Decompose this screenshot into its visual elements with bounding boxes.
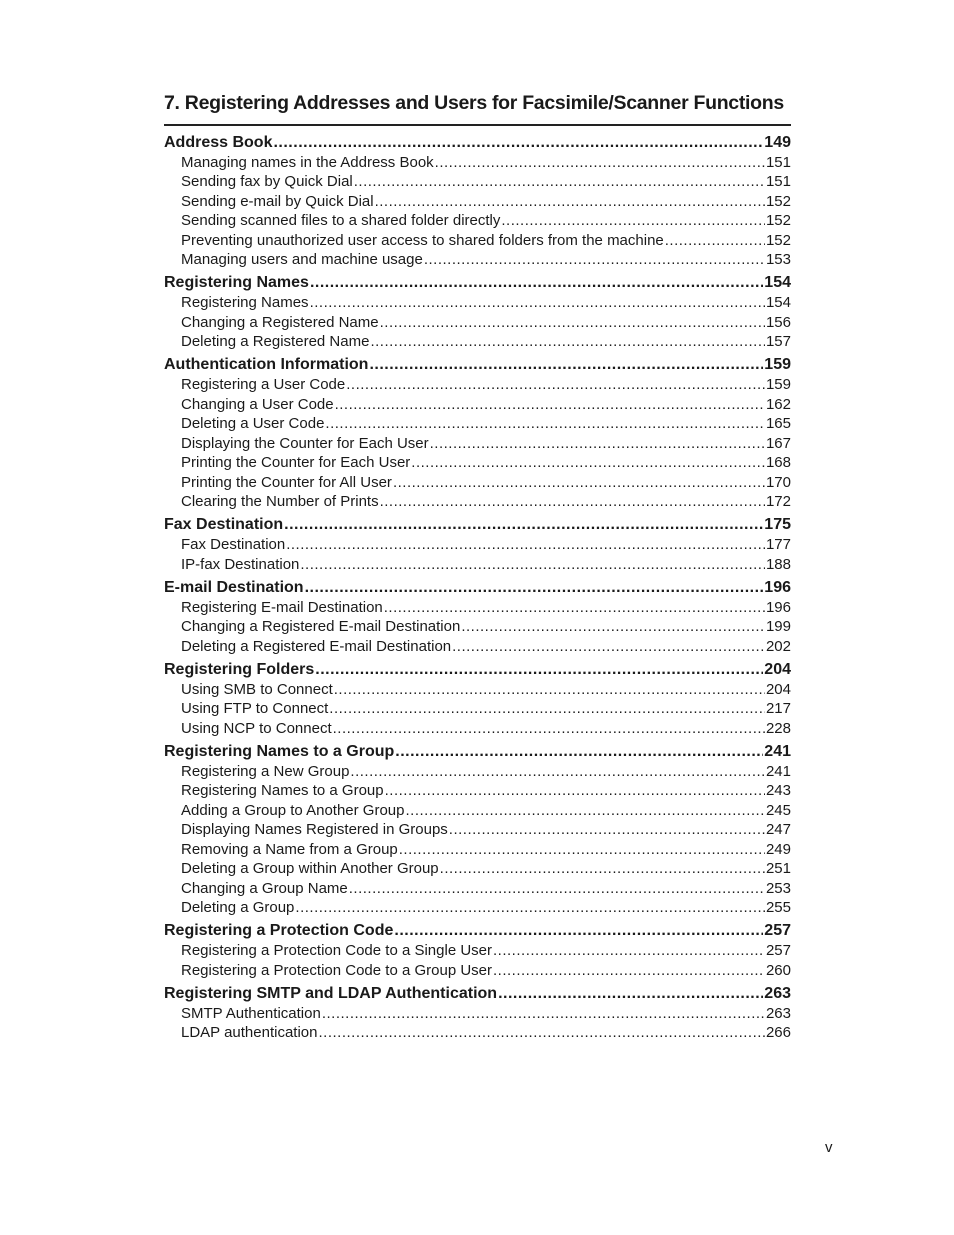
dot-leader [354, 172, 765, 192]
toc-heading-title: Registering Names to a Group [164, 742, 395, 760]
toc-heading[interactable] [164, 984, 791, 1004]
toc-entry-page: 157 [765, 333, 791, 350]
page-number: v [825, 1139, 833, 1156]
dot-leader [452, 637, 765, 657]
toc-entry-title: Registering a User Code [181, 376, 346, 393]
toc-entry-page: 165 [765, 415, 791, 432]
dot-leader [493, 941, 765, 961]
toc-entry-title: Deleting a Group [181, 899, 295, 916]
toc-heading-title: E-mail Destination [164, 578, 304, 596]
toc-entry-page: 247 [765, 821, 791, 838]
toc-entry[interactable] [164, 395, 791, 415]
toc-heading-title: Registering Names [164, 274, 309, 291]
toc-entry-title: Registering a Protection Code to a Single User [181, 942, 493, 959]
title-divider [164, 124, 791, 126]
toc-entry[interactable] [164, 820, 791, 840]
toc-heading-title: Registering SMTP and LDAP Authentication [164, 984, 498, 1002]
toc-entry-page: 245 [765, 801, 791, 819]
toc-entry-page: 168 [765, 454, 791, 471]
toc-entry-page: 162 [765, 395, 791, 413]
toc-entry-title: Managing names in the Address Book [181, 153, 434, 171]
toc-entry-title: Changing a User Code [181, 395, 334, 413]
dot-leader [315, 660, 763, 680]
toc-entry-page: 154 [765, 294, 791, 311]
dot-leader [375, 192, 765, 212]
toc-entry[interactable] [164, 192, 791, 212]
toc-entry-page: 243 [765, 782, 791, 799]
toc-heading-page: 159 [764, 356, 791, 373]
toc-entry-page: 251 [765, 860, 791, 877]
toc-entry-page: 217 [765, 700, 791, 717]
dot-leader [424, 250, 765, 270]
toc-entry[interactable] [164, 941, 791, 961]
toc-heading-title: Authentication Information [164, 356, 369, 373]
dot-leader [393, 473, 765, 493]
dot-leader [498, 984, 763, 1004]
toc-entry-page: 156 [765, 313, 791, 331]
toc-section [164, 133, 791, 270]
toc-heading[interactable] [164, 273, 791, 293]
toc-entry-page: 152 [765, 212, 791, 229]
toc-heading[interactable] [164, 133, 791, 153]
toc-entry[interactable] [164, 313, 791, 333]
dot-leader [665, 231, 765, 251]
toc-section [164, 984, 791, 1043]
toc-entry[interactable] [164, 231, 791, 251]
toc-heading-page: 257 [764, 922, 791, 939]
toc-entry-title: Preventing unauthorized user access to shared folders from the machine [181, 231, 664, 249]
toc-heading-page: 175 [764, 516, 791, 533]
toc-entry-title: Registering Names [181, 294, 309, 311]
toc-entry[interactable] [164, 898, 791, 918]
toc-entry[interactable] [164, 293, 791, 313]
toc-section [164, 921, 791, 980]
dot-leader [334, 680, 765, 700]
toc-entry-page: 199 [765, 618, 791, 635]
toc-entry[interactable] [164, 801, 791, 821]
toc-entry[interactable] [164, 617, 791, 637]
toc-heading-page: 204 [764, 660, 791, 678]
toc-entry[interactable] [164, 211, 791, 231]
toc-section [164, 742, 791, 918]
dot-leader [395, 742, 763, 762]
toc-entry-page: 152 [765, 231, 791, 249]
toc-entry[interactable] [164, 1004, 791, 1024]
toc-entry[interactable] [164, 699, 791, 719]
dot-leader [501, 211, 765, 231]
toc-entry-title: Registering Names to a Group [181, 782, 384, 799]
dot-leader [300, 555, 765, 575]
toc-entry-title: Using NCP to Connect [181, 719, 332, 737]
chapter-title: 7. Registering Addresses and Users for Facsimile/Scanner Functions [164, 92, 784, 114]
toc-entry-page: 260 [765, 961, 791, 979]
dot-leader [435, 153, 765, 173]
toc-entry-page: 202 [765, 637, 791, 655]
toc-entry-page: 152 [765, 192, 791, 210]
dot-leader [335, 395, 765, 415]
toc-heading[interactable] [164, 921, 791, 941]
dot-leader [333, 719, 765, 739]
dot-leader [310, 293, 765, 313]
toc-entry-page: 177 [765, 536, 791, 553]
toc-entry-page: 167 [765, 434, 791, 452]
toc-heading-page: 149 [764, 133, 791, 151]
toc-heading-page: 196 [764, 578, 791, 596]
dot-leader [349, 879, 765, 899]
toc-entry-page: 151 [765, 153, 791, 171]
toc-entry-page: 159 [765, 376, 791, 393]
toc-entry-title: Deleting a Registered E-mail Destination [181, 637, 452, 655]
toc-section [164, 578, 791, 657]
toc-heading[interactable] [164, 578, 791, 598]
dot-leader [380, 492, 765, 512]
toc-entry[interactable] [164, 762, 791, 782]
toc-entry[interactable] [164, 879, 791, 899]
toc-entry[interactable] [164, 473, 791, 493]
toc-entry-page: 153 [765, 251, 791, 268]
toc-heading[interactable] [164, 515, 791, 535]
toc-heading-title: Registering a Protection Code [164, 922, 394, 939]
toc-entry-title: Adding a Group to Another Group [181, 801, 405, 819]
dot-leader [273, 133, 763, 153]
toc-entry[interactable] [164, 250, 791, 270]
dot-leader [322, 1004, 765, 1024]
toc-entry-title: Sending scanned files to a shared folder directly [181, 212, 501, 229]
toc-entry-title: Using FTP to Connect [181, 700, 329, 717]
toc-entry-page: 172 [765, 493, 791, 510]
dot-leader [449, 820, 765, 840]
toc-entry-title: SMTP Authentication [181, 1004, 321, 1022]
toc-heading-title: Registering Folders [164, 660, 315, 678]
toc-entry[interactable] [164, 637, 791, 657]
toc-entry-title: Changing a Group Name [181, 879, 348, 897]
toc-entry-page: 241 [765, 762, 791, 780]
dot-leader [385, 781, 765, 801]
toc-entry[interactable] [164, 961, 791, 981]
dot-leader [399, 840, 765, 860]
toc-entry[interactable] [164, 781, 791, 801]
toc-entry[interactable] [164, 172, 791, 192]
toc-entry[interactable] [164, 492, 791, 512]
toc-section [164, 515, 791, 574]
table-of-contents [164, 131, 791, 1043]
dot-leader [440, 859, 765, 879]
toc-entry[interactable] [164, 719, 791, 739]
toc-entry-title: Registering E-mail Destination [181, 598, 383, 616]
toc-heading[interactable] [164, 660, 791, 680]
dot-leader [319, 1023, 765, 1043]
dot-leader [411, 453, 765, 473]
toc-entry[interactable] [164, 375, 791, 395]
toc-entry-title: Removing a Name from a Group [181, 840, 398, 858]
toc-entry[interactable] [164, 332, 791, 352]
toc-entry-page: 170 [765, 473, 791, 491]
toc-heading[interactable] [164, 742, 791, 762]
toc-entry-title: Displaying Names Registered in Groups [181, 821, 448, 838]
toc-entry-title: LDAP authentication [181, 1024, 318, 1041]
dot-leader [384, 598, 765, 618]
toc-entry-page: 151 [765, 173, 791, 190]
toc-heading-title: Fax Destination [164, 516, 284, 533]
dot-leader [325, 414, 765, 434]
toc-entry-title: Printing the Counter for Each User [181, 454, 411, 471]
toc-entry-title: Deleting a Group within Another Group [181, 860, 439, 877]
toc-entry-title: Fax Destination [181, 536, 286, 553]
toc-section [164, 355, 791, 512]
toc-entry-page: 255 [765, 899, 791, 916]
toc-entry-title: Changing a Registered E-mail Destination [181, 618, 461, 635]
dot-leader [286, 535, 765, 555]
toc-entry-title: Deleting a Registered Name [181, 333, 370, 350]
toc-entry[interactable] [164, 555, 791, 575]
toc-entry-title: Deleting a User Code [181, 415, 325, 432]
toc-entry-title: Changing a Registered Name [181, 313, 379, 331]
toc-entry-page: 196 [765, 598, 791, 616]
dot-leader [394, 921, 763, 941]
toc-entry-title: Clearing the Number of Prints [181, 493, 379, 510]
toc-entry-page: 228 [765, 719, 791, 737]
toc-entry[interactable] [164, 859, 791, 879]
toc-entry-title: IP-fax Destination [181, 555, 300, 573]
toc-entry[interactable] [164, 680, 791, 700]
toc-entry-page: 249 [765, 840, 791, 858]
dot-leader [405, 801, 764, 821]
toc-entry-title: Sending e-mail by Quick Dial [181, 192, 374, 210]
toc-entry-page: 257 [765, 942, 791, 959]
toc-entry[interactable] [164, 840, 791, 860]
toc-heading-page: 263 [764, 984, 791, 1002]
dot-leader [284, 515, 763, 535]
toc-heading-title: Address Book [164, 133, 273, 151]
dot-leader [430, 434, 765, 454]
toc-entry-title: Displaying the Counter for Each User [181, 434, 429, 452]
toc-entry-page: 188 [765, 555, 791, 573]
toc-entry-page: 204 [765, 680, 791, 698]
toc-entry-title: Using SMB to Connect [181, 680, 333, 698]
toc-entry-title: Sending fax by Quick Dial [181, 173, 353, 190]
dot-leader [493, 961, 765, 981]
toc-entry[interactable] [164, 453, 791, 473]
toc-heading-page: 154 [764, 274, 791, 291]
toc-section [164, 273, 791, 352]
dot-leader [295, 898, 765, 918]
toc-entry-page: 266 [765, 1024, 791, 1041]
toc-heading[interactable] [164, 355, 791, 375]
dot-leader [369, 355, 763, 375]
dot-leader [350, 762, 765, 782]
toc-entry[interactable] [164, 414, 791, 434]
dot-leader [370, 332, 765, 352]
toc-entry-title: Registering a Protection Code to a Group User [181, 961, 492, 979]
dot-leader [329, 699, 765, 719]
dot-leader [305, 578, 764, 598]
toc-entry-page: 253 [765, 879, 791, 897]
toc-section [164, 660, 791, 739]
toc-entry[interactable] [164, 153, 791, 173]
toc-entry[interactable] [164, 1023, 791, 1043]
toc-entry-title: Printing the Counter for All User [181, 473, 392, 491]
toc-entry-page: 263 [765, 1004, 791, 1022]
toc-entry[interactable] [164, 535, 791, 555]
toc-entry-title: Registering a New Group [181, 762, 350, 780]
toc-entry-title: Managing users and machine usage [181, 251, 423, 268]
toc-entry[interactable] [164, 434, 791, 454]
dot-leader [380, 313, 765, 333]
dot-leader [310, 273, 763, 293]
dot-leader [346, 375, 765, 395]
toc-entry[interactable] [164, 598, 791, 618]
dot-leader [461, 617, 765, 637]
toc-heading-page: 241 [764, 742, 791, 760]
